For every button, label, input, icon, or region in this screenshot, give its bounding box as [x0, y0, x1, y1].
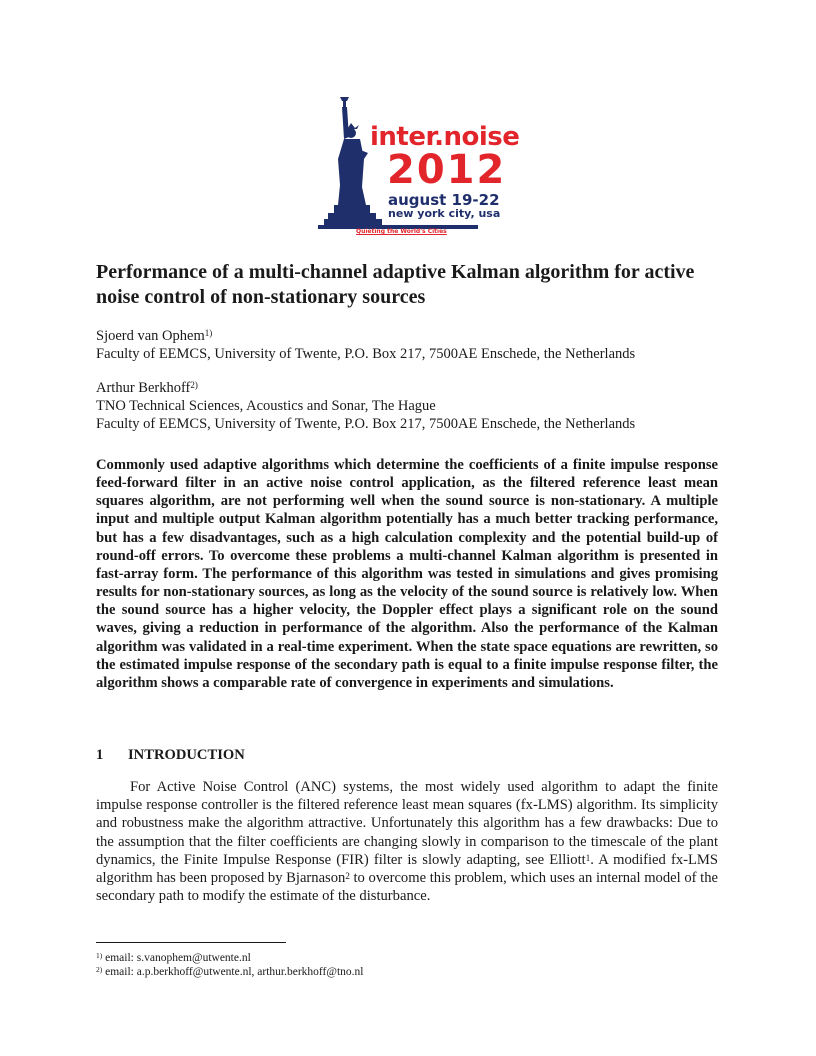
- author-1-name-text: Sjoerd van Ophem: [96, 328, 205, 344]
- footnote-1-mark: 1): [96, 951, 103, 960]
- author-2-affiliation-2: Faculty of EEMCS, University of Twente, P.O. Box 217, 7500AE Enschede, the Netherlands: [96, 416, 636, 432]
- footnote-divider: [96, 942, 286, 943]
- footnote-2-text: email: a.p.berkhoff@utwente.nl, arthur.berkhoff@tno.nl: [102, 966, 364, 978]
- reference-2: 2: [345, 871, 350, 882]
- intro-text-2: . A modified fx-LMS algorithm has been proposed by Bjarnason: [96, 851, 719, 887]
- footnote-1-text: email: s.vanophem@utwente.nl: [102, 952, 251, 964]
- intro-paragraph: [96, 778, 718, 905]
- intro-text-3: to overcome this problem, which uses an internal model of the secondary path to modify the estimate of the disturbance.: [96, 870, 718, 905]
- logo-city: new york city, usa: [388, 207, 501, 220]
- footnote-1: [96, 951, 251, 965]
- author-2-mark: 2): [190, 380, 198, 390]
- footnote-2-mark: 2): [96, 965, 103, 974]
- logo-name: inter.noise: [370, 122, 520, 152]
- footnote-2: [96, 965, 363, 979]
- author-1-name: [96, 327, 212, 345]
- author-1-mark: 1): [204, 328, 213, 338]
- section-title: INTRODUCTION: [128, 747, 245, 763]
- logo-year: 2012: [387, 147, 507, 193]
- section-heading: [96, 746, 245, 764]
- logo-date: august 19-22: [388, 191, 500, 209]
- abstract: Commonly used adaptive algorithms which determine the coefficients of a finite impulse response feed-forward filter in an active noise control application, as the filtered reference least mean squares algorithm, are not performing well when the sound source is non-stationary. A multiple input and multiple output Kalman algorithm potentially has a much better tracking performance, but has a few disadvantages, such as a high calculation complexity and the potential build-up of round-off errors. To overcome these problems a multi-channel Kalman algorithm is presented in fast-array form. The performance of this algorithm was tested in simulations and gives promising results for non-stationary sources, as long as the velocity of the sound source is relatively low. When the sound source has a higher velocity, the Doppler effect plays a significant role on the sound waves, giving a reduction in performance of the algorithm. Also the performance of the Kalman algorithm was validated in a real-time experiment. When the state space equations are rewritten, so the estimated impulse response of the secondary path is equal to a finite impulse response filter, the algorithm shows a comparable rate of convergence in experiments and simulations.: [96, 457, 718, 691]
- author-2-affiliation-1: TNO Technical Sciences, Acoustics and Sonar, The Hague: [96, 398, 436, 414]
- author-2-name-text: Arthur Berkhoff: [96, 380, 191, 396]
- paper-title: Performance of a multi-channel adaptive Kalman algorithm for active noise control of non-stationary sources: [96, 261, 695, 308]
- intro-text-1: For Active Noise Control (ANC) systems, the most widely used algorithm to adapt the finite impulse response controller is the filtered reference least mean squares (fx-LMS) algorithm. Its simplicity and robustness make the algorithm attractive. Unfortunately this algorithm has a few drawbacks: Due to the assumption that the filter coefficients are changing slowly in comparison to the timescale of the plant dynamics, the Finite Impulse Response (FIR) filter is slowly adapting, see Elliott: [96, 779, 718, 868]
- section-number: 1: [96, 747, 104, 763]
- author-2-name: [96, 379, 198, 397]
- logo-tagline: Quieting the World's Cities: [356, 228, 447, 235]
- author-1-affiliation: Faculty of EEMCS, University of Twente, P.O. Box 217, 7500AE Enschede, the Netherlands: [96, 346, 636, 362]
- reference-1: 1: [585, 852, 591, 863]
